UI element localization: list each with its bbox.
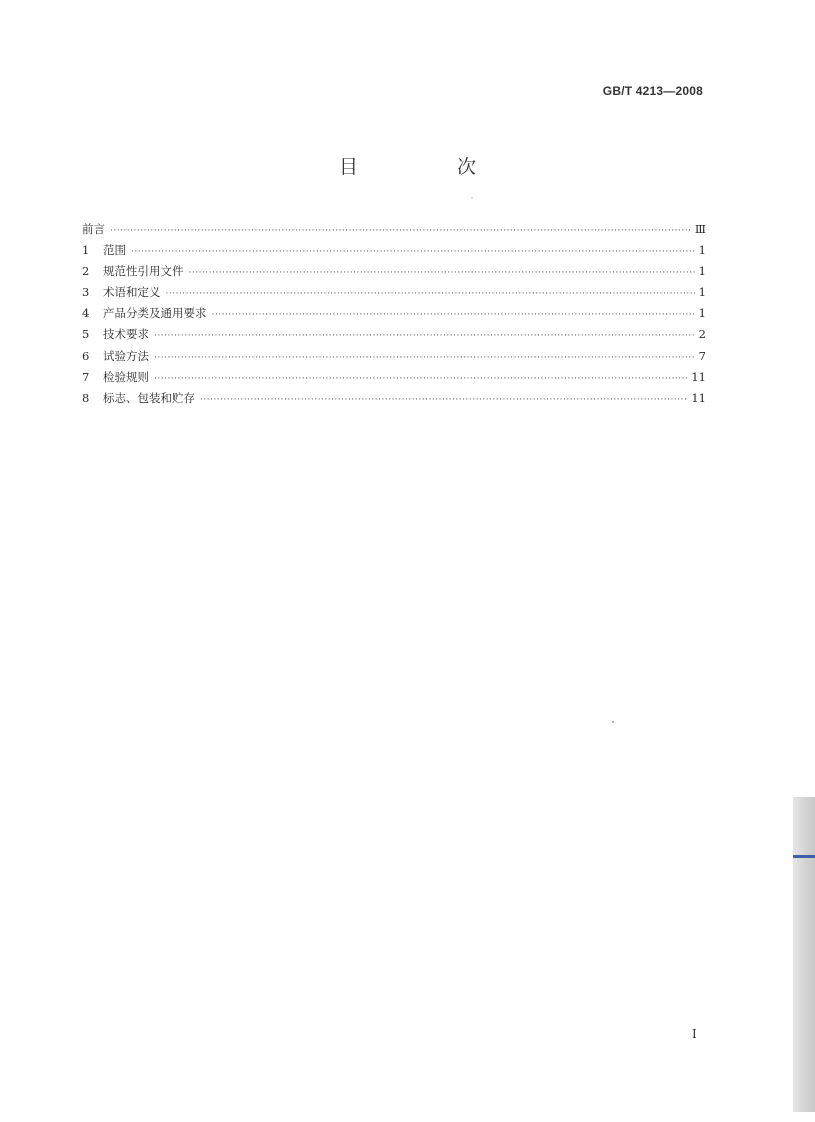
toc-entry-3[interactable] [82, 282, 706, 303]
toc-entry-label: 检验规则 [103, 369, 149, 384]
toc-entry-number: 1 [82, 243, 90, 258]
toc-entry-label: 范围 [103, 243, 126, 258]
toc-entry-4[interactable] [82, 303, 706, 324]
toc-entry-page: 2 [698, 327, 706, 342]
toc-entry-1[interactable] [82, 240, 706, 261]
toc-leader-dots [154, 348, 695, 369]
toc-entry-8[interactable] [82, 388, 706, 409]
toc-entry-label: 规范性引用文件 [103, 264, 184, 279]
page-number: Ⅰ [692, 1027, 697, 1041]
toc-entry-page: 1 [698, 243, 706, 258]
scan-speck [612, 721, 614, 723]
scan-margin-strip [793, 797, 815, 1112]
toc-entry-number: 6 [82, 348, 90, 363]
toc-entry-page: 7 [698, 348, 706, 363]
toc-entry-label: 技术要求 [103, 327, 149, 342]
toc-entry-number: 3 [82, 285, 90, 300]
toc-entry-number: 5 [82, 327, 90, 342]
toc-entry-page: Ⅲ [694, 222, 706, 236]
toc-entry-page: 1 [698, 264, 706, 279]
toc-entry-6[interactable] [82, 346, 706, 367]
toc-entry-label: 产品分类及通用要求 [103, 306, 207, 321]
toc-leader-dots [131, 242, 695, 263]
toc-entry-number: 7 [82, 369, 90, 384]
toc-leader-dots [154, 369, 687, 390]
toc-entry-number: 4 [82, 306, 90, 321]
toc-entry-2[interactable] [82, 261, 706, 282]
scan-speck [471, 197, 473, 199]
toc-entry-label: 前言 [82, 222, 105, 236]
toc-entry-page: 1 [698, 306, 706, 321]
standard-code: GB/T 4213—2008 [602, 84, 703, 98]
toc-leader-dots [166, 284, 695, 305]
toc-entry-page: 11 [691, 390, 706, 405]
toc-entry-label: 试验方法 [103, 348, 149, 363]
toc-entry-preface[interactable] [82, 219, 706, 240]
toc-title: 目 次 [338, 156, 516, 178]
toc-leader-dots [154, 326, 695, 347]
toc-entry-7[interactable] [82, 367, 706, 388]
toc-entry-number: 8 [82, 390, 90, 405]
toc-entry-5[interactable] [82, 324, 706, 345]
scan-margin-blue-line [793, 855, 815, 858]
toc-leader-dots [189, 263, 695, 284]
toc-leader-dots [110, 221, 691, 242]
toc-entry-page: 11 [691, 369, 706, 384]
toc-leader-dots [212, 305, 695, 326]
toc-leader-dots [200, 390, 687, 411]
toc-entry-label: 术语和定义 [103, 285, 161, 300]
table-of-contents [82, 219, 706, 409]
toc-entry-number: 2 [82, 264, 90, 279]
toc-entry-page: 1 [698, 285, 706, 300]
toc-entry-label: 标志、包装和贮存 [103, 390, 195, 405]
